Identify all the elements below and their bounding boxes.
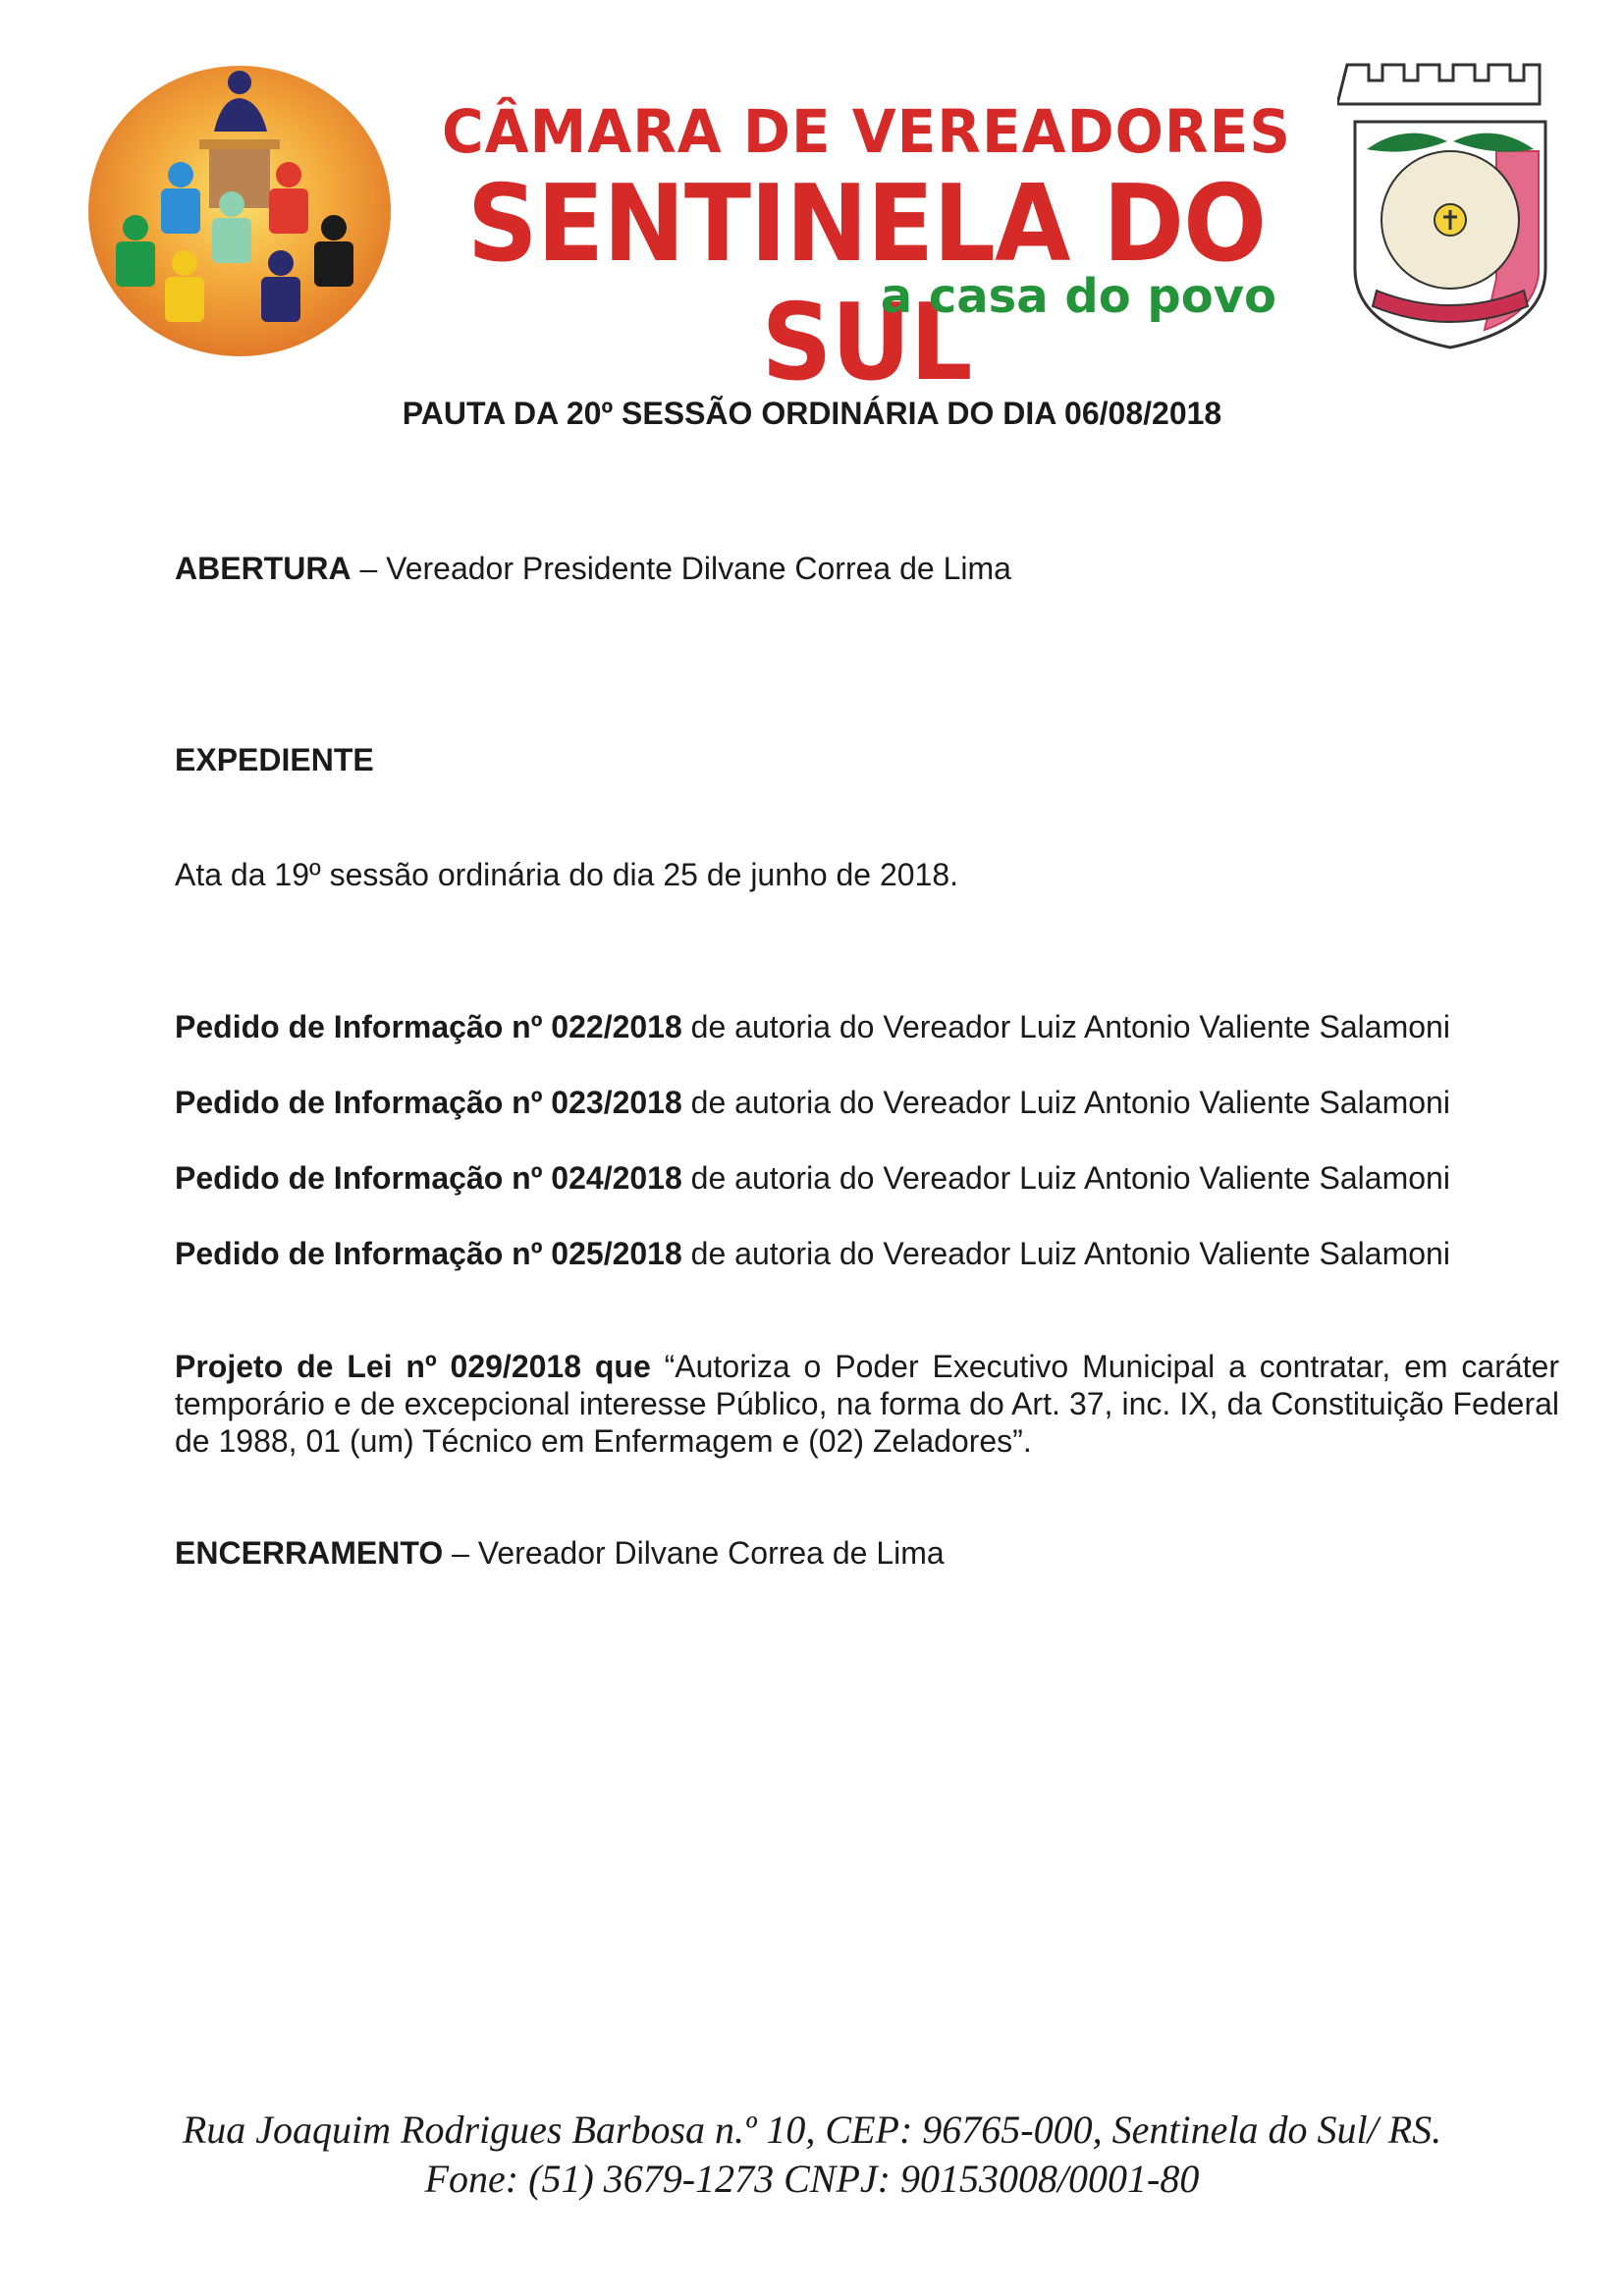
pedido-label: Pedido de Informação nº 024/2018: [175, 1160, 682, 1196]
camara-logo: [86, 59, 393, 358]
encerramento-text: – Vereador Dilvane Correa de Lima: [443, 1535, 945, 1571]
pedido-text: de autoria do Vereador Luiz Antonio Valiente Salamoni: [681, 1085, 1450, 1120]
pedido-label: Pedido de Informação nº 025/2018: [175, 1236, 682, 1271]
header-title-block: [437, 94, 1296, 405]
pedido-line: [175, 1159, 1559, 1197]
projeto-label: Projeto de Lei nº 029/2018 que: [175, 1349, 651, 1384]
pedido-label: Pedido de Informação nº 023/2018: [175, 1085, 682, 1120]
slogan: a casa do povo: [880, 269, 1276, 324]
municipal-crest: [1337, 63, 1563, 355]
abertura-label: ABERTURA: [175, 551, 352, 586]
pedido-text: de autoria do Vereador Luiz Antonio Valiente Salamoni: [681, 1160, 1450, 1196]
pedido-line: [175, 1008, 1559, 1045]
pedido-text: de autoria do Vereador Luiz Antonio Valiente Salamoni: [681, 1009, 1450, 1044]
footer-address: Rua Joaquim Rodrigues Barbosa n.º 10, CEP: 96765-000, Sentinela do Sul/ RS.: [182, 2108, 1442, 2152]
encerramento-label: ENCERRAMENTO: [175, 1535, 444, 1571]
ata-line: Ata da 19º sessão ordinária do dia 25 de junho de 2018.: [175, 857, 959, 892]
pedido-line: [175, 1235, 1559, 1272]
pedido-text: de autoria do Vereador Luiz Antonio Valiente Salamoni: [681, 1236, 1450, 1271]
document-heading: PAUTA DA 20º SESSÃO ORDINÁRIA DO DIA 06/08/2018: [402, 396, 1222, 431]
title-line2: SENTINELA DO SUL: [466, 161, 1267, 405]
encerramento-line: [175, 1534, 1559, 1572]
footer-contact: Fone: (51) 3679-1273 CNPJ: 90153008/0001-80: [424, 2157, 1200, 2201]
expediente-heading: EXPEDIENTE: [175, 742, 374, 777]
title-line1: CÂMARA DE VEREADORES: [442, 96, 1291, 167]
projeto-text: “Autoriza o Poder Executivo Municipal a contratar, em caráter temporário e de excepcional interesse Público, na forma do Art. 37, inc. IX, da Constituição Federal de 1988, 01 (um) Técnico em Enfermagem e (02) Zeladores”.: [175, 1349, 1560, 1459]
pedido-line: [175, 1084, 1559, 1121]
footer: [0, 2106, 1624, 2204]
projeto-paragraph: [175, 1348, 1559, 1460]
abertura-text: – Vereador Presidente Dilvane Correa de Lima: [351, 551, 1011, 586]
pedido-label: Pedido de Informação nº 022/2018: [175, 1009, 682, 1044]
abertura-line: [175, 550, 1559, 587]
